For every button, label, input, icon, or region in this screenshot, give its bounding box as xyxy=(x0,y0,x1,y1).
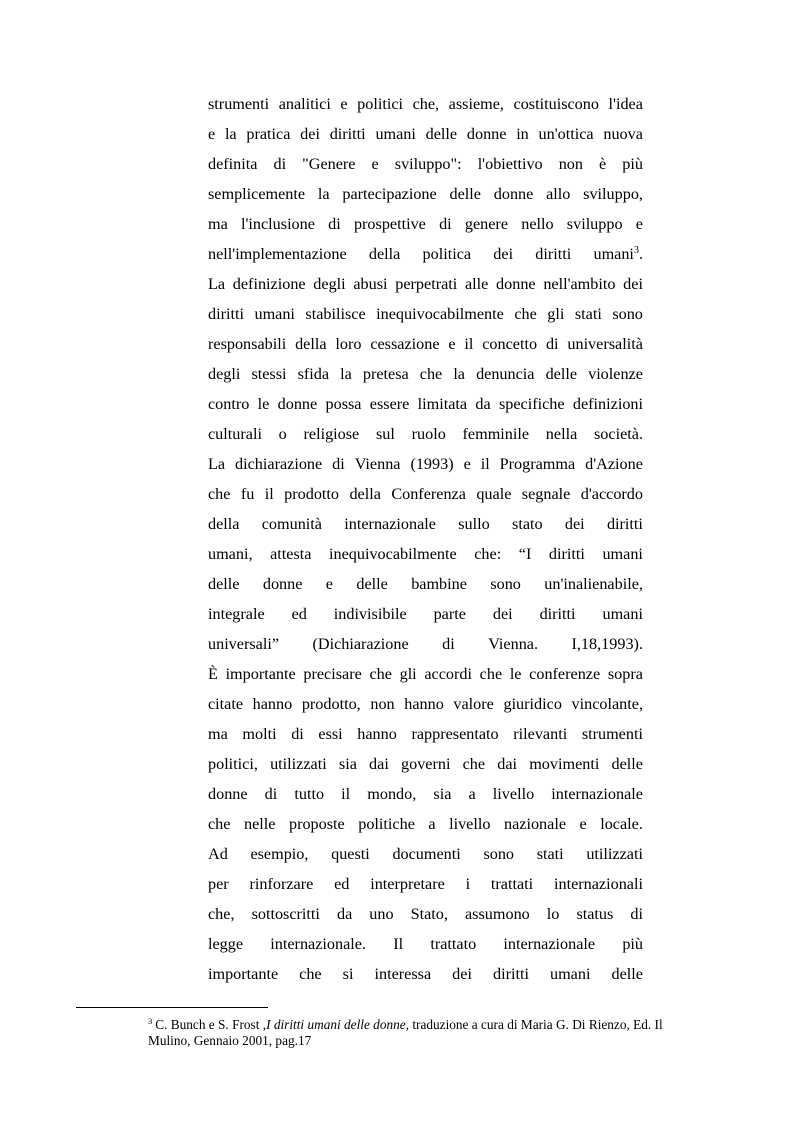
word: umani xyxy=(602,605,643,623)
body-line xyxy=(208,184,643,204)
word: responsabili xyxy=(208,335,287,353)
word: bambine xyxy=(411,575,467,593)
word: definizioni xyxy=(572,395,643,413)
word: nelle xyxy=(243,815,276,833)
body-line xyxy=(208,454,643,474)
word: contro xyxy=(208,395,250,413)
word: possa xyxy=(325,395,362,413)
word: proposte xyxy=(288,815,345,833)
word: essi xyxy=(318,725,343,743)
word: diritti xyxy=(539,605,576,623)
word: dei xyxy=(452,965,472,983)
word: il xyxy=(341,785,351,803)
word: internazionale xyxy=(503,935,596,953)
word: internazionale xyxy=(551,785,643,803)
footnote-author: C. Bunch e S. Frost , xyxy=(155,1017,267,1032)
word: sviluppo, xyxy=(583,185,643,203)
word: nell'implementazione xyxy=(208,245,347,263)
word: stessi xyxy=(251,365,287,383)
word: di xyxy=(332,455,345,473)
word: abusi xyxy=(353,275,388,293)
body-line xyxy=(208,904,643,924)
body-line xyxy=(208,94,643,114)
word: di xyxy=(291,725,304,743)
word: Stato, xyxy=(410,905,448,923)
word: femminile xyxy=(462,425,530,443)
word: partecipazione xyxy=(342,185,437,203)
word: società. xyxy=(594,425,643,443)
word: gli xyxy=(547,305,565,323)
body-line xyxy=(208,274,643,294)
word: ma xyxy=(208,725,228,743)
word: sia xyxy=(433,785,452,803)
word: interessa xyxy=(374,965,432,983)
body-line xyxy=(208,244,643,264)
word: ma xyxy=(208,215,228,233)
body-line xyxy=(208,874,643,894)
word: interpretare xyxy=(370,875,445,893)
word: perpetrati xyxy=(395,275,458,293)
word: degli xyxy=(313,275,346,293)
body-line xyxy=(208,424,643,444)
word: dei xyxy=(564,515,585,533)
word: che, xyxy=(208,905,235,923)
word: politici, xyxy=(208,755,258,773)
footnote-title: I diritti umani delle donne, xyxy=(266,1017,410,1032)
word: rinforzare xyxy=(249,875,314,893)
word: uno xyxy=(369,905,394,923)
word: religiose xyxy=(303,425,360,443)
word: di xyxy=(442,635,455,653)
word: per xyxy=(208,875,229,893)
word: d'accordo xyxy=(580,485,643,503)
body-line xyxy=(208,604,643,624)
word: la xyxy=(317,185,330,203)
body-line xyxy=(208,634,643,654)
word: assumono xyxy=(465,905,530,923)
word: a xyxy=(428,815,436,833)
word: e xyxy=(635,215,643,233)
word: politica xyxy=(422,245,472,263)
word: allo xyxy=(546,185,571,203)
word: è xyxy=(599,155,607,173)
body-line xyxy=(208,574,643,594)
word: esempio, xyxy=(250,845,309,863)
word: e xyxy=(325,575,333,593)
word: in xyxy=(516,125,529,143)
word: prodotto xyxy=(284,485,340,503)
word: di xyxy=(630,905,643,923)
word: nuova xyxy=(603,125,643,143)
word: degli xyxy=(208,365,241,383)
word: nella xyxy=(545,425,578,443)
body-line xyxy=(208,754,643,774)
word: di xyxy=(328,215,341,233)
footnote-separator xyxy=(76,1007,268,1008)
word: dichiarazione xyxy=(235,455,323,473)
word: indivisibile xyxy=(333,605,407,623)
word: di xyxy=(439,215,452,233)
body-line xyxy=(208,784,643,804)
word: culturali xyxy=(208,425,262,443)
word: questi xyxy=(331,845,370,863)
word: delle xyxy=(611,965,643,983)
word: dai xyxy=(369,755,389,773)
word: mondo, xyxy=(367,785,417,803)
word: universali” xyxy=(208,635,280,653)
word: della xyxy=(208,515,240,533)
word: definizione xyxy=(232,275,306,293)
word: e xyxy=(371,155,379,173)
word: parte xyxy=(433,605,466,623)
word: l'inclusione xyxy=(240,215,315,233)
word: prospettive xyxy=(353,215,426,233)
word: che xyxy=(208,485,231,503)
word: che xyxy=(479,665,503,683)
word: che, xyxy=(412,95,440,113)
word: le xyxy=(257,395,270,413)
body-line xyxy=(208,814,643,834)
word: cessazione xyxy=(370,335,440,353)
word: che xyxy=(419,365,443,383)
word: importante xyxy=(225,665,296,683)
body-line xyxy=(208,964,643,984)
word: delle xyxy=(425,125,458,143)
word: e xyxy=(340,95,348,113)
word: alle xyxy=(464,275,489,293)
body-line xyxy=(208,664,643,684)
word: d'Azione xyxy=(585,455,643,473)
word: delle xyxy=(356,575,388,593)
word: trattato xyxy=(430,935,477,953)
word: conferenze xyxy=(529,665,601,683)
word: attesta xyxy=(270,545,312,563)
word: umani xyxy=(602,545,643,563)
word: tutto xyxy=(294,785,325,803)
footnote-publisher: traduzione a cura di Maria G. Di Rienzo, Ed. Il xyxy=(409,1017,663,1032)
word: il xyxy=(464,335,474,353)
word: dei xyxy=(300,125,320,143)
word: definita xyxy=(208,155,258,173)
word: che xyxy=(299,965,322,983)
word: che xyxy=(514,305,537,323)
word: citate xyxy=(208,695,244,713)
word: ed xyxy=(334,875,350,893)
word: umani, xyxy=(208,545,253,563)
word: rappresentato xyxy=(411,725,499,743)
word: (Dichiarazione xyxy=(312,635,409,653)
word: sono xyxy=(612,305,643,323)
word: stati xyxy=(574,305,602,323)
word: universalità xyxy=(567,335,643,353)
word: che: xyxy=(474,545,502,563)
word: governi xyxy=(401,755,451,773)
word: le xyxy=(509,665,522,683)
word: il xyxy=(264,485,274,503)
word: Il xyxy=(393,935,404,953)
word: concetto xyxy=(482,335,538,353)
word: movimenti xyxy=(529,755,600,773)
word: locale. xyxy=(600,815,643,833)
word: valore xyxy=(453,695,494,713)
body-line xyxy=(208,934,643,954)
word: umani xyxy=(375,125,416,143)
word: internazionale. xyxy=(270,935,367,953)
word: hanno xyxy=(404,695,444,713)
word: denuncia xyxy=(476,365,535,383)
word: internazionale xyxy=(344,515,436,533)
word: sul xyxy=(375,425,395,443)
word: quale xyxy=(476,485,512,503)
word: essere xyxy=(369,395,410,413)
body-line xyxy=(208,544,643,564)
word: È xyxy=(208,665,218,683)
word: un'inalienabile, xyxy=(544,575,643,593)
word: diritti xyxy=(535,245,572,263)
footnote-number: 3 xyxy=(148,1015,153,1026)
word: sviluppo xyxy=(566,215,623,233)
word: ruolo xyxy=(411,425,446,443)
word: giuridico xyxy=(503,695,562,713)
word: e xyxy=(448,335,456,353)
body-line xyxy=(208,484,643,504)
word: stati xyxy=(536,845,564,863)
word: la xyxy=(453,365,465,383)
word: che xyxy=(208,815,231,833)
body-line xyxy=(208,334,643,354)
word: delle xyxy=(611,755,643,773)
word: analitici xyxy=(278,95,331,113)
word: dei xyxy=(492,605,513,623)
word: che xyxy=(462,755,486,773)
word: hanno xyxy=(357,725,397,743)
word: specifiche xyxy=(498,395,565,413)
word: molti xyxy=(242,725,277,743)
body-line xyxy=(208,154,643,174)
footnote-line-1 xyxy=(148,1016,708,1033)
word: diritti xyxy=(606,515,643,533)
word: hanno xyxy=(252,695,293,713)
word: donne xyxy=(466,125,507,143)
word: inequivocabilmente xyxy=(329,545,457,563)
word: segnale xyxy=(521,485,571,503)
word: di xyxy=(264,785,278,803)
body-line xyxy=(208,124,643,144)
word: sia xyxy=(338,755,357,773)
word: La xyxy=(208,275,226,293)
word: donne xyxy=(496,275,536,293)
body-line xyxy=(208,694,643,714)
word: documenti xyxy=(392,845,461,863)
word: a xyxy=(468,785,476,803)
word: assieme, xyxy=(448,95,504,113)
word: dei xyxy=(493,245,514,263)
word: strumenti xyxy=(208,95,270,113)
word: Ad xyxy=(208,845,228,863)
word: violenze xyxy=(588,365,643,383)
word: internazionali xyxy=(553,875,643,893)
word: pretesa xyxy=(362,365,409,383)
word: donne xyxy=(493,185,534,203)
word: non xyxy=(370,695,395,713)
word: nazionale xyxy=(503,815,566,833)
word: diritti xyxy=(492,965,529,983)
word: nello xyxy=(521,215,554,233)
word: di xyxy=(273,155,287,173)
word: La xyxy=(208,455,226,473)
word: fu xyxy=(240,485,255,503)
word: diritti xyxy=(208,305,244,323)
word: umani xyxy=(550,965,591,983)
word: prodotto, xyxy=(301,695,361,713)
word: più xyxy=(622,155,643,173)
word: strumenti xyxy=(581,725,643,743)
word: Conferenza xyxy=(391,485,466,503)
word: Vienna. xyxy=(488,635,539,653)
footnote-line-2: Mulino, Gennaio 2001, pag.17 xyxy=(148,1033,312,1048)
body-line xyxy=(208,394,643,414)
word: che xyxy=(369,665,392,683)
word: gli xyxy=(399,665,417,683)
word: sopra xyxy=(607,665,643,683)
word: diritti xyxy=(329,125,366,143)
word: da xyxy=(336,905,353,923)
word: precisare xyxy=(303,665,362,683)
body-line xyxy=(208,304,643,324)
word: delle xyxy=(449,185,481,203)
word: status xyxy=(576,905,614,923)
word: sviluppo": xyxy=(394,155,462,173)
word: della xyxy=(368,245,401,263)
word: pratica xyxy=(246,125,291,143)
word: delle xyxy=(208,575,240,593)
word: sullo xyxy=(458,515,490,533)
word: la xyxy=(340,365,352,383)
word: ed xyxy=(291,605,307,623)
word: dai xyxy=(497,755,518,773)
word: livello xyxy=(449,815,491,833)
word: stato xyxy=(512,515,543,533)
word: lo xyxy=(546,905,560,923)
word: inequivocabilmente xyxy=(376,305,504,323)
word: un'ottica xyxy=(538,125,594,143)
word: Vienna xyxy=(354,455,401,473)
word: integrale xyxy=(208,605,265,623)
word: umani3. xyxy=(593,244,643,263)
word: non xyxy=(558,155,583,173)
word: donne xyxy=(277,395,318,413)
word: nell'ambito xyxy=(543,275,616,293)
word: si xyxy=(342,965,354,983)
word: donne xyxy=(262,575,303,593)
word: (1993) xyxy=(410,455,454,473)
word: utilizzati xyxy=(586,845,643,863)
word: delle xyxy=(545,365,578,383)
word: diritti xyxy=(548,545,585,563)
word: importante xyxy=(208,965,279,983)
word: di xyxy=(545,335,559,353)
word: della xyxy=(349,485,381,503)
word: i xyxy=(465,875,471,893)
word: politiche xyxy=(358,815,415,833)
word: Programma xyxy=(499,455,576,473)
body-line xyxy=(208,724,643,744)
word: costituiscono xyxy=(513,95,599,113)
word: il xyxy=(480,455,490,473)
word: umani xyxy=(254,305,295,323)
word: sono xyxy=(483,845,515,863)
body-line xyxy=(208,514,643,534)
word: loro xyxy=(335,335,362,353)
word: donne xyxy=(208,785,248,803)
word: e xyxy=(208,125,216,143)
word: comunità xyxy=(261,515,322,533)
word: l'obiettivo xyxy=(477,155,543,173)
body-line xyxy=(208,364,643,384)
word: più xyxy=(622,935,643,953)
word: trattati xyxy=(490,875,534,893)
word: stabilisce xyxy=(305,305,366,323)
word: accordi xyxy=(424,665,472,683)
word: sono xyxy=(490,575,521,593)
word: sottoscritti xyxy=(251,905,320,923)
word: limitata xyxy=(417,395,468,413)
body-line xyxy=(208,844,643,864)
word: genere xyxy=(464,215,509,233)
word: “I xyxy=(518,545,532,563)
word: rilevanti xyxy=(513,725,568,743)
word: utilizzati xyxy=(270,755,327,773)
word: livello xyxy=(492,785,535,803)
word: della xyxy=(295,335,327,353)
word: vincolante, xyxy=(571,695,643,713)
word: e xyxy=(579,815,587,833)
word: da xyxy=(475,395,491,413)
word: e xyxy=(463,455,471,473)
word: l'idea xyxy=(608,95,643,113)
word: politici xyxy=(357,95,404,113)
body-line xyxy=(208,214,643,234)
word: la xyxy=(224,125,237,143)
word: I,18,1993). xyxy=(571,635,643,653)
word: dei xyxy=(623,275,643,293)
word: "Genere xyxy=(302,155,356,173)
word: sfida xyxy=(297,365,330,383)
word: o xyxy=(278,425,287,443)
word: legge xyxy=(208,935,244,953)
word: semplicemente xyxy=(208,185,306,203)
